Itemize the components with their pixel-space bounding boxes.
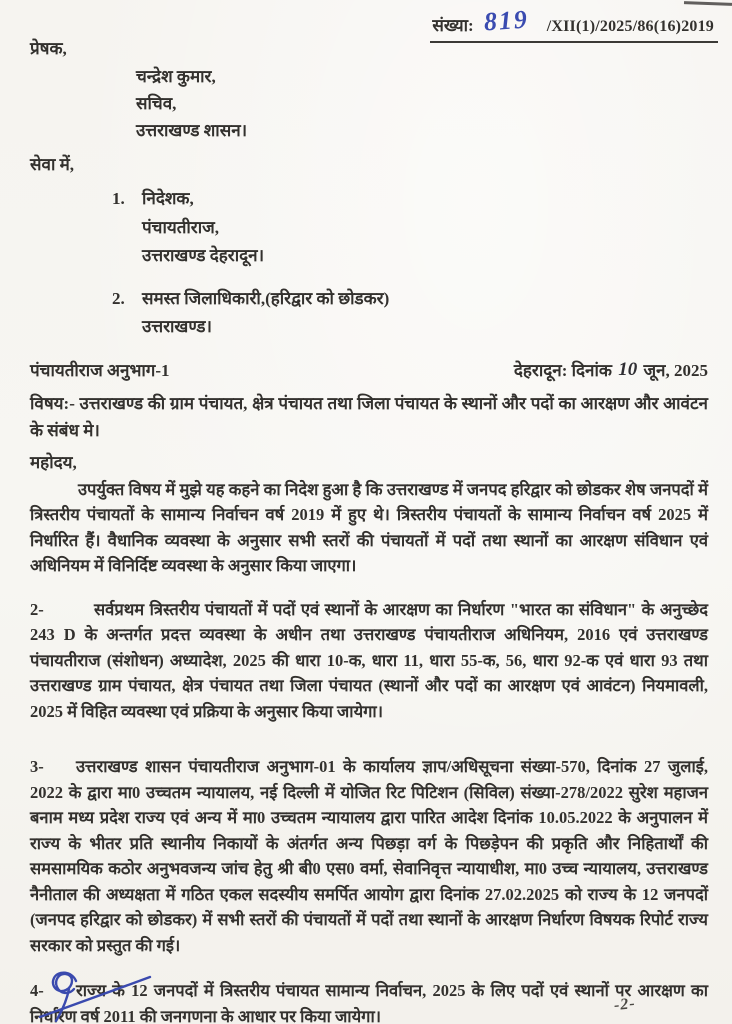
ref-number-handwritten: 819 [482,4,530,37]
paragraph-text: उत्तराखण्ड शासन पंचायतीराज अनुभाग-01 के कार्यालय ज्ञाप/अधिसूचना संख्या-570, दिनांक 27 जुलाई, 2022 के द्वारा मा0 उच्चतम न्यायालय, नई दिल्ली में योजित रिट पिटिशन (सिविल) संख्या-278/2022 सुरेश महाजन बनाम मध्य प्रदेश राज्य एवं अन्य में मा0 उच्चतम न्यायालय द्वारा पारित आदेश दिनांक 10.05.2022 के अनुपालन में राज्य के भीतर प्रति स्थानीय निकायों के अंतर्गत अन्य पिछड़ा वर्ग के पिछड़ेपन की प्रकृति और निहितार्थों की समसामयिक कठोर अनुभवजन्य जांच हेतु श्री बी0 एस0 वर्मा, सेवानिवृत्त न्यायाधीश, मा0 उच्च न्यायालय, उत्तराखण्ड नैनीताल की अध्यक्षता में गठित एकल सदस्यीय समर्पित आयोग द्वारा दिनांक 27.02.2025 को राज्य के 12 जनपदों (जनपद हरिद्वार को छोडकर) में सभी स्तरों की पंचायतों में पदों तथा स्थानों के आरक्षण निर्धारण विषयक रिपोर्ट राज्य सरकार को प्रस्तुत की गई। [30,757,708,955]
recipient-line: निदेशक, [142,189,194,208]
sender-designation: सचिव, [136,94,177,113]
recipients-label: सेवा में, [30,155,75,174]
sender-block [136,63,708,144]
paragraph-number: 2- [30,599,44,619]
paragraph-1: उपर्युक्त विषय में मुझे यह कहने का निदेश हुआ है कि उत्तराखण्ड में जनपद हरिद्वार को छोडकर शेष जनपदों में त्रिस्तरीय पंचायतों के सामान्य निर्वाचन वर्ष 2019 में हुए थे। त्रिस्तरीय पंचायतों के सामान्य निर्वाचन वर्ष 2025 में निर्धारित हैं। वैधानिक व्यवस्था के अनुसार सभी स्तरों की पंचायतों में पदों तथा स्थानों का आरक्षण संविधान एवं अधिनियम में विनिर्दिष्ट व्यवस्था के अनुसार किया जाएगा। [30,479,708,575]
paragraph-text: राज्य के 12 जनपदों में त्रिस्तरीय पंचायत सामान्य निर्वाचन, 2025 के लिए पदों एवं स्थानों पर आरक्षण का निर्धारण वर्ष 2011 की जनगणना के आधार पर किया जायेगा। [30,981,708,1024]
section-and-date-row [30,358,708,382]
ref-number-suffix: /XII(1)/2025/86(16)2019 [546,18,714,35]
sender-name: चन्द्रेश कुमार, [136,67,216,86]
signature-initials-icon [32,967,202,1024]
recipient-lines [142,285,389,342]
subject-line: विषय:- उत्तराखण्ड की ग्राम पंचायत, क्षेत्र पंचायत तथा जिला पंचायत के स्थानों और पदों का आरक्षण और आवंटन के संबंध मे। [30,393,708,440]
ref-number-label: संख्या: [432,16,474,35]
recipient-item-1 [112,185,708,271]
place-date-line [514,358,708,382]
date-prefix: देहरादून: दिनांक [513,360,612,380]
salutation: महोदय, [30,452,77,472]
paragraph-2 [30,597,708,725]
paragraph-number: 4- [30,981,44,1000]
recipient-number: 1. [112,189,125,208]
paragraph-3 [30,754,708,958]
recipient-line: उत्तराखण्ड। [142,317,212,336]
paragraph-number: 3- [30,757,44,776]
date-suffix: जून, 2025 [643,360,708,380]
recipient-number: 2. [112,288,125,308]
recipient-line: उत्तराखण्ड देहरादून। [142,246,265,265]
section-name: पंचायतीराज अनुभाग-1 [30,360,170,380]
page-number-marker: -2- [613,994,637,1015]
reference-number-line [430,4,718,43]
sender-label: प्रेषक, [30,39,67,58]
sender-organization: उत्तराखण्ड शासन। [136,121,248,140]
recipient-item-2 [112,285,708,342]
date-handwritten-day: 10 [618,358,638,380]
recipient-line: पंचायतीराज, [142,217,220,237]
recipient-lines [142,185,264,271]
scan-artifact-line [684,1,732,6]
recipient-line: समस्त जिलाधिकारी,(हरिद्वार को छोडकर) [142,288,390,308]
paragraph-text: सर्वप्रथम त्रिस्तरीय पंचायतों में पदों एवं स्थानों के आरक्षण का निर्धारण "भारत का संविधान" के अनुच्छेद 243 D के अन्तर्गत प्रदत्त व्यवस्था के अधीन तथा उत्तराखण्ड पंचायतीराज अधिनियम, 2016 एवं उत्तराखण्ड पंचायतीराज (संशोधन) अध्यादेश, 2025 की धारा 10-क, धारा 11, धारा 55-क, 56, धारा 92-क एवं धारा 93 तथा उत्तराखण्ड ग्राम पंचायत, क्षेत्र पंचायत तथा जिला पंचायत (स्थानों और पदों का आरक्षण एवं आवंटन) नियमावली, 2025 में विहित व्यवस्था एवं प्रक्रिया के अनुसार किया जायेगा। [30,599,708,721]
